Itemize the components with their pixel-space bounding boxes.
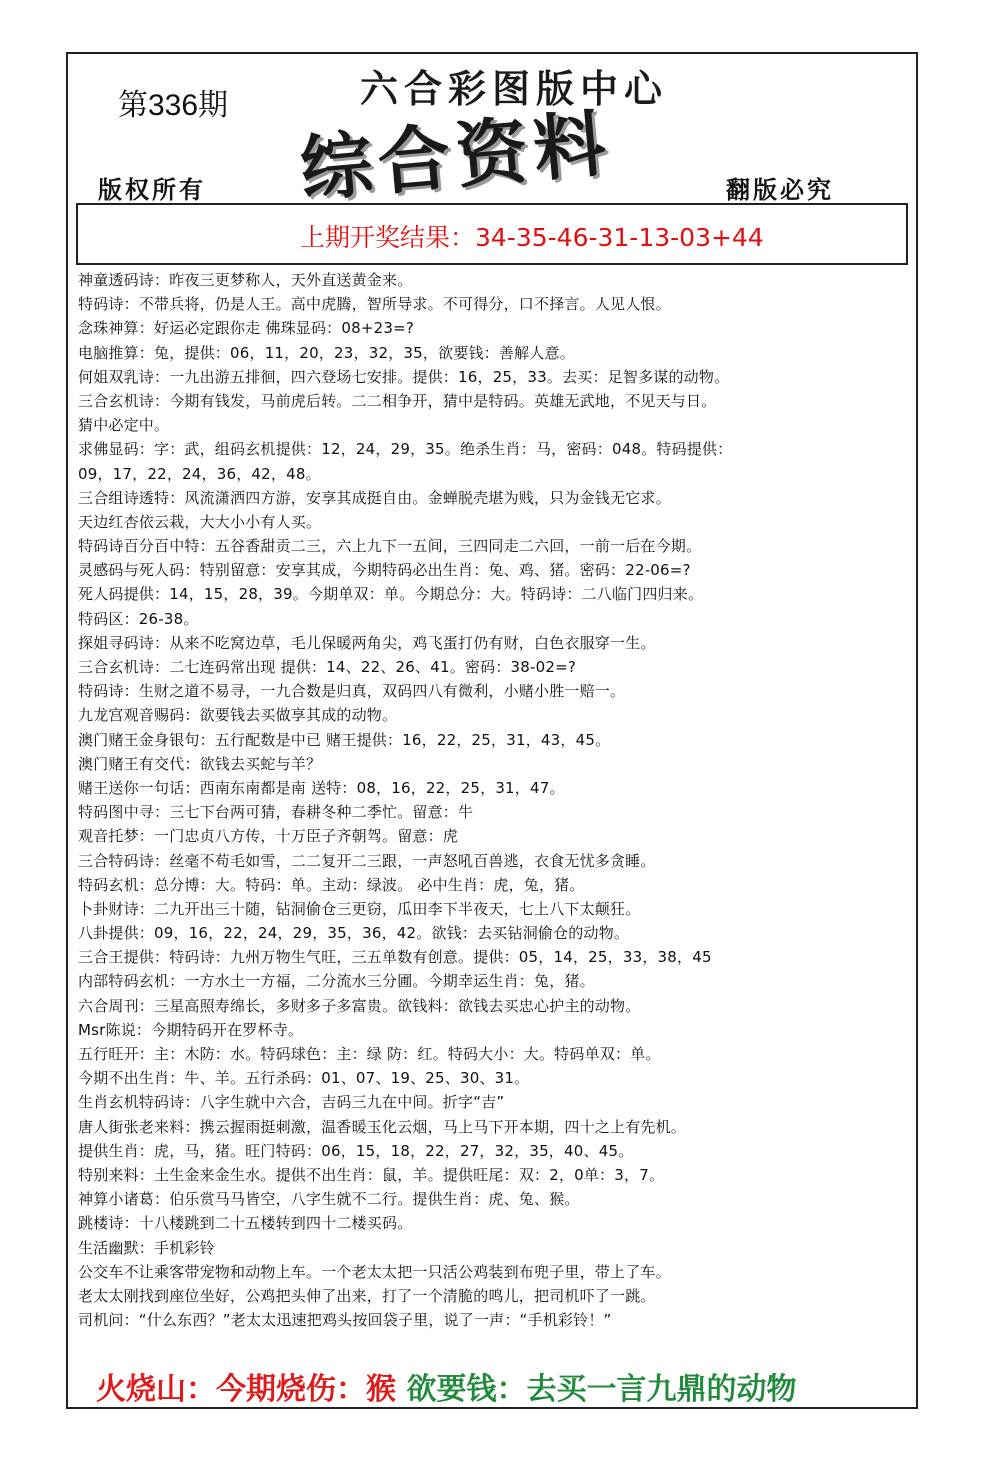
- content-line: 八卦提供：09，16，22，24，29，35，36，42。欲钱：去买钻洞偷仓的动物。: [78, 924, 630, 943]
- content-line: Msr陈说：今期特码开在罗杯寺。: [78, 1020, 304, 1039]
- content-line: 三合玄机诗：今期有钱发，马前虎后转。二二相争开，猜中是特码。英雄无武地，不见天与日。: [78, 391, 717, 410]
- footer-banner: [96, 1364, 796, 1408]
- content-line: 赌王送你一句话：西南东南都是南 送特：08，16，22，25，31，47。: [78, 778, 565, 797]
- content-line: 提供生肖：虎，马，猪。旺门特码：06，15，18，22，27，32，35，40、45。: [78, 1141, 634, 1160]
- content-line: 念珠神算：好运必定跟你走 佛珠显码：08+23=?: [78, 319, 415, 338]
- content-line: 神童透码诗：昨夜三更梦称人，天外直送黄金来。: [78, 271, 413, 289]
- content-line: 老太太刚找到座位坐好，公鸡把头伸了出来，打了一个清脆的鸣儿，把司机吓了一跳。: [78, 1286, 656, 1305]
- content-line: 特码诗百分百中特：五谷香甜贡二三，六上九下一五间，三四同走二六回，一前一后在今期。: [78, 537, 702, 556]
- title-top: 六合彩图版中心: [360, 66, 669, 111]
- last-result: 上期开奖结果：34-35-46-31-13-03+44: [300, 223, 764, 252]
- content-line: 澳门赌王有交代：欲钱去买蛇与羊？: [78, 754, 322, 773]
- content-line: 内部特码玄机：一方水土一方福，二分流水三分圃。今期幸运生肖：兔，猪。: [78, 972, 595, 991]
- content-line: 何姐双乳诗：一九出游五排徊，四六登场七安排。提供：16，25，33。去买：足智多谋的动物。: [78, 367, 730, 386]
- content-line: 电脑推算：兔，提供：06，11，20，23，32，35，欲要钱：善解人意。: [78, 343, 575, 362]
- content-lines: [78, 268, 914, 1332]
- content-line: 探姐寻码诗：从来不吃窝边草，毛儿保暖两角尖，鸡飞蛋打仍有财，白色衣服穿一生。: [78, 633, 656, 652]
- content-line: 今期不出生肖：牛、羊。五行杀码：01、07、19、25、30、31。: [78, 1069, 530, 1088]
- content-line: 澳门赌王金身银句：五行配数是中已 赌王提供：16，22，25，31，43，45。: [78, 730, 611, 749]
- content-line: 求佛显码：字：武，组码玄机提供：12，24，29，35。绝杀生肖：马，密码：048。特码提供：: [78, 440, 733, 459]
- content-line: 六合周刊：三星高照寿绵长，多财多子多富贵。欲钱料：欲钱去买忠心护主的动物。: [78, 996, 641, 1015]
- content-line: 灵感码与死人码：特别留意：安享其成，今期特码必出生肖：兔、鸡、猪。密码：22-06=?: [78, 561, 691, 580]
- content-line: 三合玄机诗：二七连码常出现 提供：14、22、26、41。密码：38-02=?: [78, 658, 577, 676]
- content-line: 卜卦财诗：二九开出三十随，钻洞偷仓三更窃，瓜田李下半夜天，七上八下太颠狂。: [78, 899, 641, 918]
- footer-green-text: 欲要钱：去买一言九鼎的动物: [406, 1372, 797, 1407]
- copyright-right: 翻版必究: [726, 175, 834, 204]
- content-line: 特码玄机：总分博：大。特码：单。主动：绿波。 必中生肖：虎，兔，猪。: [78, 875, 585, 894]
- content-line: 跳楼诗：十八楼跳到二十五楼转到四十二楼买码。: [78, 1214, 413, 1233]
- content-line: 死人码提供：14，15，28，39。今期单双：单。今期总分：大。特码诗：二八临门四归来。: [78, 585, 704, 604]
- content-line: 三合王提供：特码诗：九州万物生气旺，三五单数有创意。提供：05，14，25，33，38，45: [78, 948, 712, 967]
- content-line: 三合特码诗：丝毫不苟毛如雪，二二复开二三跟，一声怒吼百兽逃，衣食无忧多贪睡。: [78, 851, 656, 870]
- content-line: 公交车不让乘客带宠物和动物上车。一个老太太把一只活公鸡装到布兜子里，带上了车。: [78, 1262, 671, 1281]
- content-line: 唐人街张老来料：携云握雨挺刺激，温香暖玉化云烟，马上马下开本期，四十之上有先机。: [78, 1117, 687, 1136]
- content-line: 09，17，22，24，36，42，48。: [78, 464, 321, 483]
- footer-red-text: 火烧山：今期烧伤：猴: [96, 1372, 396, 1407]
- content-line: 特码诗：生财之道不易寻，一九合数是归真，双码四八有微利，小赌小胜一赔一。: [78, 682, 626, 701]
- content-line: 观音托梦：一门忠贞八方传，十万臣子齐朝驾。留意：虎: [78, 827, 459, 846]
- content-line: 特别来料：土生金来金生水。提供不出生肖：鼠，羊。提供旺尾：双：2，0单：3，7。: [78, 1165, 665, 1184]
- issue-number: 第336期: [118, 89, 229, 122]
- content-line: 神算小诸葛：伯乐赏马马皆空，八字生就不二行。提供生肖：虎、兔、猴。: [78, 1190, 580, 1209]
- content-line: 特码区：26-38。: [78, 609, 199, 628]
- content-line: 生活幽默：手机彩铃: [78, 1238, 215, 1257]
- content-line: 特码诗：不带兵将，仍是人王。高中虎腾，智所导求。不可得分，口不择言。人见人恨。: [78, 295, 671, 314]
- content-line: 五行旺开：主：木防：水。特码球色：主：绿 防：红。特码大小：大。特码单双：单。: [78, 1045, 661, 1063]
- content-line: 司机问：“什么东西？”老太太迅速把鸡头按回袋子里，说了一声：“手机彩铃！”: [78, 1311, 612, 1330]
- title-main: 综合资料: [296, 99, 616, 212]
- content-line: 三合组诗透特：风流潇洒四方游，安享其成挺自由。金蝉脱壳堪为贱，只为金钱无它求。: [78, 488, 671, 507]
- content-line: 生肖玄机特码诗：八字生就中六合，吉码三九在中间。折字“吉”: [78, 1093, 505, 1112]
- content-line: 天边红杏依云栽，大大小小有人买。: [78, 512, 322, 531]
- content-line: 九龙宫观音赐码：欲要钱去买做享其成的动物。: [78, 706, 398, 725]
- content-line: 猜中必定中。: [78, 416, 170, 435]
- content-line: 特码图中寻：三七下台两可猜，春耕冬种二季忙。留意：牛: [78, 803, 474, 822]
- copyright-left: 版权所有: [98, 175, 206, 204]
